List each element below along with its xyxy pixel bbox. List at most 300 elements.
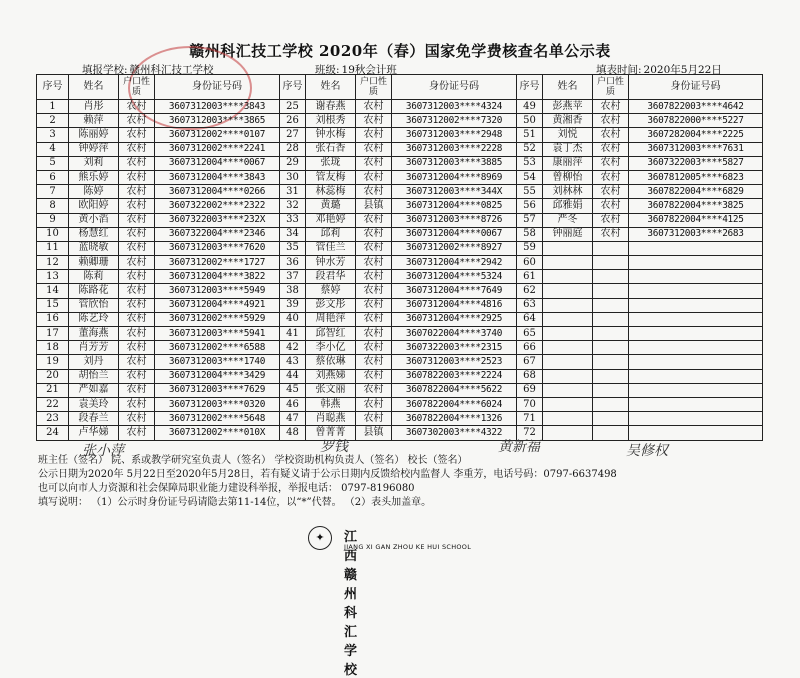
class-label: 班级: — [315, 64, 340, 76]
id-number: 3607312002****0107 — [155, 128, 280, 142]
row-index: 49 — [517, 100, 543, 114]
header-index: 序号 — [517, 75, 543, 100]
student-name: 韩燕 — [306, 397, 356, 411]
household-type: 农村 — [356, 284, 392, 298]
id-number: 3607312004****2942 — [392, 256, 517, 270]
row-index: 51 — [517, 128, 543, 142]
header-household-type: 户口性质 — [356, 75, 392, 100]
row-index: 5 — [37, 156, 69, 170]
household-type: 县镇 — [356, 199, 392, 213]
student-name: 管佳兰 — [306, 241, 356, 255]
row-index: 69 — [517, 383, 543, 397]
row-index: 58 — [517, 227, 543, 241]
id-number: 3607322003****2315 — [392, 341, 517, 355]
table-row — [37, 383, 763, 397]
row-index: 26 — [280, 114, 306, 128]
student-name: 康丽萍 — [543, 156, 593, 170]
table-row — [37, 256, 763, 270]
student-name: 熊乐婷 — [69, 170, 119, 184]
table-row — [37, 100, 763, 114]
row-index: 61 — [517, 270, 543, 284]
id-number: 3607312003****3885 — [392, 156, 517, 170]
student-name: 刘林林 — [543, 185, 593, 199]
id-number: 3607312003****5949 — [155, 284, 280, 298]
row-index: 57 — [517, 213, 543, 227]
student-name — [543, 397, 593, 411]
table-row — [37, 327, 763, 341]
row-index: 2 — [37, 114, 69, 128]
row-index: 72 — [517, 426, 543, 440]
id-number: 3607312003****2523 — [392, 355, 517, 369]
table-row — [37, 355, 763, 369]
row-index: 60 — [517, 256, 543, 270]
household-type: 农村 — [119, 312, 155, 326]
household-type: 农村 — [119, 284, 155, 298]
id-number — [629, 412, 763, 426]
household-type: 县镇 — [356, 426, 392, 440]
household-type: 农村 — [593, 227, 629, 241]
household-type: 农村 — [356, 128, 392, 142]
row-index: 50 — [517, 114, 543, 128]
student-name: 黄湘香 — [543, 114, 593, 128]
header-name: 姓名 — [306, 75, 356, 100]
id-number: 3607302003****4322 — [392, 426, 517, 440]
household-type: 农村 — [119, 213, 155, 227]
row-index: 6 — [37, 170, 69, 184]
student-name: 肖芳芳 — [69, 341, 119, 355]
id-number: 3607312002****7320 — [392, 114, 517, 128]
table-row — [37, 213, 763, 227]
household-type: 农村 — [356, 100, 392, 114]
household-type: 农村 — [119, 369, 155, 383]
household-type: 农村 — [119, 227, 155, 241]
signature-line: 班主任（签名） 院、系或教学研究室负责人（签名） 学校资助机构负责人（签名） 校长（签名） — [38, 455, 468, 466]
household-type — [593, 327, 629, 341]
row-index: 19 — [37, 355, 69, 369]
table-row — [37, 142, 763, 156]
student-name — [543, 241, 593, 255]
id-number: 3607312004****0067 — [155, 156, 280, 170]
row-index: 15 — [37, 298, 69, 312]
row-index: 54 — [517, 170, 543, 184]
table-row — [37, 199, 763, 213]
row-index: 17 — [37, 327, 69, 341]
student-name: 邱莉 — [306, 227, 356, 241]
id-number: 3607312004****3429 — [155, 369, 280, 383]
household-type: 农村 — [593, 114, 629, 128]
row-index: 4 — [37, 142, 69, 156]
id-number: 3607312004****0067 — [392, 227, 517, 241]
row-index: 8 — [37, 199, 69, 213]
id-number — [629, 355, 763, 369]
household-type: 农村 — [119, 298, 155, 312]
id-number: 3607822004****4125 — [629, 213, 763, 227]
row-index: 25 — [280, 100, 306, 114]
household-type — [593, 270, 629, 284]
table-row — [37, 341, 763, 355]
household-type — [593, 412, 629, 426]
student-name: 管欣怡 — [69, 298, 119, 312]
id-number: 3607312004****0266 — [155, 185, 280, 199]
row-index: 62 — [517, 284, 543, 298]
row-index: 66 — [517, 341, 543, 355]
id-number: 3607822003****2224 — [392, 369, 517, 383]
row-index: 1 — [37, 100, 69, 114]
student-name: 钟水芳 — [306, 256, 356, 270]
student-name: 邱智红 — [306, 327, 356, 341]
student-name: 刘根秀 — [306, 114, 356, 128]
id-number: 3607312003****8726 — [392, 213, 517, 227]
student-name: 彭文彤 — [306, 298, 356, 312]
row-index: 12 — [37, 256, 69, 270]
student-name: 刘莉 — [69, 156, 119, 170]
id-number: 3607822000****5227 — [629, 114, 763, 128]
household-type — [593, 284, 629, 298]
household-type: 农村 — [119, 412, 155, 426]
household-type: 农村 — [119, 142, 155, 156]
header-household-type: 户口性质 — [119, 75, 155, 100]
id-number: 3607312002****6588 — [155, 341, 280, 355]
student-name — [543, 327, 593, 341]
student-name: 周艳萍 — [306, 312, 356, 326]
household-type — [593, 383, 629, 397]
row-index: 55 — [517, 185, 543, 199]
student-name: 卢华娣 — [69, 426, 119, 440]
table-row — [37, 270, 763, 284]
household-type: 农村 — [119, 241, 155, 255]
id-number: 3607822004****3825 — [629, 199, 763, 213]
household-type: 农村 — [593, 100, 629, 114]
student-name: 钟丽庭 — [543, 227, 593, 241]
row-index: 20 — [37, 369, 69, 383]
student-name: 董海燕 — [69, 327, 119, 341]
household-type: 农村 — [593, 170, 629, 184]
student-name: 邱雅娟 — [543, 199, 593, 213]
student-name — [543, 369, 593, 383]
student-name: 严如嘉 — [69, 383, 119, 397]
household-type: 农村 — [593, 142, 629, 156]
row-index: 70 — [517, 397, 543, 411]
logo-chinese-name: 江西赣州科汇学校 — [344, 530, 361, 678]
student-name: 严冬 — [543, 213, 593, 227]
id-number: 3607822003****4642 — [629, 100, 763, 114]
student-name: 陈艺玲 — [69, 312, 119, 326]
row-index: 65 — [517, 327, 543, 341]
id-number: 3607022004****3740 — [392, 327, 517, 341]
id-number — [629, 241, 763, 255]
school-emblem-icon: ✦ — [308, 526, 332, 550]
id-number: 3607312002****1727 — [155, 256, 280, 270]
header-id-number: 身份证号码 — [392, 75, 517, 100]
row-index: 18 — [37, 341, 69, 355]
id-number — [629, 341, 763, 355]
row-index: 32 — [280, 199, 306, 213]
id-number: 3607822004****5622 — [392, 383, 517, 397]
student-name: 蔡婷 — [306, 284, 356, 298]
student-name: 赖萍 — [69, 114, 119, 128]
signature-head-teacher: 张小萍 — [82, 443, 124, 459]
id-number: 3607322003****232X — [155, 213, 280, 227]
id-number: 3607312003****2228 — [392, 142, 517, 156]
household-type: 农村 — [119, 156, 155, 170]
table-row — [37, 369, 763, 383]
household-type: 农村 — [356, 256, 392, 270]
household-type: 农村 — [119, 114, 155, 128]
household-type — [593, 256, 629, 270]
id-number: 3607312003****5941 — [155, 327, 280, 341]
household-type: 农村 — [356, 312, 392, 326]
student-name: 胡怡兰 — [69, 369, 119, 383]
household-type: 农村 — [119, 199, 155, 213]
row-index: 37 — [280, 270, 306, 284]
student-name: 赖卿珊 — [69, 256, 119, 270]
id-number: 3607822004****6829 — [629, 185, 763, 199]
household-type: 农村 — [593, 213, 629, 227]
row-index: 41 — [280, 327, 306, 341]
row-index: 63 — [517, 298, 543, 312]
id-number: 3607322004****2346 — [155, 227, 280, 241]
row-index: 13 — [37, 270, 69, 284]
student-name: 杨慧红 — [69, 227, 119, 241]
household-type: 农村 — [593, 199, 629, 213]
student-name — [543, 383, 593, 397]
header-id-number: 身份证号码 — [155, 75, 280, 100]
row-index: 3 — [37, 128, 69, 142]
table-row — [37, 227, 763, 241]
id-number: 3607312002****2241 — [155, 142, 280, 156]
household-type: 农村 — [356, 227, 392, 241]
student-name: 钟婷萍 — [69, 142, 119, 156]
row-index: 23 — [37, 412, 69, 426]
household-type: 农村 — [356, 355, 392, 369]
id-number: 3607312004****7649 — [392, 284, 517, 298]
id-number: 3607312004****8969 — [392, 170, 517, 184]
id-number: 3607312004****3822 — [155, 270, 280, 284]
row-index: 34 — [280, 227, 306, 241]
id-number: 3607312003****3843 — [155, 100, 280, 114]
student-name: 陈婷 — [69, 185, 119, 199]
row-index: 64 — [517, 312, 543, 326]
student-name: 曾柳怡 — [543, 170, 593, 184]
header-household-type: 户口性质 — [593, 75, 629, 100]
student-name: 肖彤 — [69, 100, 119, 114]
household-type — [593, 298, 629, 312]
row-index: 53 — [517, 156, 543, 170]
id-number — [629, 426, 763, 440]
row-index: 38 — [280, 284, 306, 298]
id-number: 3607312003****4324 — [392, 100, 517, 114]
id-number: 3607312003****2683 — [629, 227, 763, 241]
id-number — [629, 369, 763, 383]
student-name: 刘燕娣 — [306, 369, 356, 383]
household-type — [593, 369, 629, 383]
id-number: 3607312004****2925 — [392, 312, 517, 326]
signature-principal: 吴修权 — [626, 443, 668, 459]
id-number: 3607312004****4921 — [155, 298, 280, 312]
class-value: 19秋会计班 — [341, 64, 397, 76]
row-index: 11 — [37, 241, 69, 255]
student-name: 管友梅 — [306, 170, 356, 184]
table-row — [37, 284, 763, 298]
row-index: 29 — [280, 156, 306, 170]
household-type — [593, 312, 629, 326]
id-number: 3607312002****010X — [155, 426, 280, 440]
table-row — [37, 128, 763, 142]
row-index: 67 — [517, 355, 543, 369]
header-name: 姓名 — [543, 75, 593, 100]
household-type: 农村 — [119, 185, 155, 199]
household-type: 农村 — [119, 256, 155, 270]
row-index: 45 — [280, 383, 306, 397]
household-type: 农村 — [119, 355, 155, 369]
student-name: 陈丽婷 — [69, 128, 119, 142]
household-type: 农村 — [593, 128, 629, 142]
household-type — [593, 426, 629, 440]
household-type — [593, 341, 629, 355]
student-name: 欧阳婷 — [69, 199, 119, 213]
date-value: 2020年5月22日 — [643, 64, 722, 76]
id-number: 3607312003****7620 — [155, 241, 280, 255]
id-number: 3607812005****6823 — [629, 170, 763, 184]
row-index: 48 — [280, 426, 306, 440]
id-number — [629, 383, 763, 397]
student-name: 张文丽 — [306, 383, 356, 397]
student-name: 彭燕苹 — [543, 100, 593, 114]
signature-dept-head: 罗钱 — [320, 439, 348, 455]
student-name: 谢春燕 — [306, 100, 356, 114]
id-number — [629, 270, 763, 284]
row-index: 22 — [37, 397, 69, 411]
logo-english-name: JIANG XI GAN ZHOU KE HUI SCHOOL — [344, 543, 472, 551]
household-type: 农村 — [356, 156, 392, 170]
household-type: 农村 — [593, 156, 629, 170]
notice-report: 也可以向市人力资源和社会保障局职业能力建设科举报，举报电话： 0797-8196080 — [38, 483, 415, 494]
student-name — [543, 341, 593, 355]
row-index: 28 — [280, 142, 306, 156]
table-header-row — [37, 75, 763, 100]
notice-period: 公示日期为2020年 5月22日至2020年5月28日，若有疑义请于公示日期内反馈给校内监督人 李重芳，电话号码：0797-6637498 — [38, 469, 617, 480]
row-index: 21 — [37, 383, 69, 397]
roster-table — [36, 74, 763, 441]
student-name: 张珑 — [306, 156, 356, 170]
row-index: 40 — [280, 312, 306, 326]
student-name: 曾菁菁 — [306, 426, 356, 440]
household-type: 农村 — [356, 241, 392, 255]
household-type: 农村 — [356, 270, 392, 284]
student-name — [543, 312, 593, 326]
id-number: 3607312003****3865 — [155, 114, 280, 128]
row-index: 35 — [280, 241, 306, 255]
student-name: 袁美玲 — [69, 397, 119, 411]
household-type: 农村 — [119, 426, 155, 440]
id-number: 3607822004****6024 — [392, 397, 517, 411]
row-index: 36 — [280, 256, 306, 270]
household-type: 农村 — [356, 142, 392, 156]
id-number — [629, 312, 763, 326]
id-number: 3607312002****5648 — [155, 412, 280, 426]
household-type: 农村 — [356, 341, 392, 355]
id-number: 3607312004****5324 — [392, 270, 517, 284]
row-index: 71 — [517, 412, 543, 426]
id-number — [629, 397, 763, 411]
row-index: 9 — [37, 213, 69, 227]
header-name: 姓名 — [69, 75, 119, 100]
row-index: 42 — [280, 341, 306, 355]
table-row — [37, 156, 763, 170]
row-index: 14 — [37, 284, 69, 298]
id-number: 3607312003****0320 — [155, 397, 280, 411]
id-number: 3607282004****2225 — [629, 128, 763, 142]
household-type: 农村 — [356, 114, 392, 128]
household-type: 农村 — [119, 341, 155, 355]
id-number — [629, 298, 763, 312]
household-type: 农村 — [356, 327, 392, 341]
id-number: 3607312002****8927 — [392, 241, 517, 255]
document-title: 赣州科汇技工学校 2020年（春）国家免学费核查名单公示表 — [189, 42, 611, 60]
id-number: 3607312003****2948 — [392, 128, 517, 142]
table-row — [37, 412, 763, 426]
row-index: 7 — [37, 185, 69, 199]
school-value: 赣州科汇技工学校 — [129, 64, 214, 76]
student-name: 陈路花 — [69, 284, 119, 298]
household-type: 农村 — [356, 397, 392, 411]
notice-instructions: 填写说明： （1）公示时身份证号码请隐去第11-14位，以“*”代替。 （2）表头加盖章。 — [38, 497, 432, 508]
id-number: 3607322003****5827 — [629, 156, 763, 170]
school-label: 填报学校: — [82, 64, 128, 76]
header-index: 序号 — [37, 75, 69, 100]
student-name — [543, 284, 593, 298]
table-row — [37, 185, 763, 199]
student-name: 钟水梅 — [306, 128, 356, 142]
household-type — [593, 355, 629, 369]
table-body — [37, 100, 763, 441]
row-index: 30 — [280, 170, 306, 184]
row-index: 46 — [280, 397, 306, 411]
student-name: 张石香 — [306, 142, 356, 156]
header-id-number: 身份证号码 — [629, 75, 763, 100]
id-number: 3607312003****7629 — [155, 383, 280, 397]
table-row — [37, 397, 763, 411]
household-type: 农村 — [356, 185, 392, 199]
id-number: 3607322002****2322 — [155, 199, 280, 213]
id-number — [629, 256, 763, 270]
household-type: 农村 — [119, 270, 155, 284]
household-type: 农村 — [119, 100, 155, 114]
header-index: 序号 — [280, 75, 306, 100]
id-number: 3607312003****344X — [392, 185, 517, 199]
student-name: 段君华 — [306, 270, 356, 284]
household-type: 农村 — [356, 298, 392, 312]
student-name — [543, 355, 593, 369]
row-index: 16 — [37, 312, 69, 326]
household-type: 农村 — [356, 369, 392, 383]
student-name: 李小亿 — [306, 341, 356, 355]
household-type: 农村 — [119, 397, 155, 411]
row-index: 31 — [280, 185, 306, 199]
student-name: 黄小滔 — [69, 213, 119, 227]
id-number: 3607312002****5929 — [155, 312, 280, 326]
household-type: 农村 — [119, 128, 155, 142]
table-row — [37, 298, 763, 312]
student-name: 邓艳婷 — [306, 213, 356, 227]
student-name — [543, 270, 593, 284]
signature-aid-head: 黄新福 — [498, 439, 540, 455]
student-name: 刘悦 — [543, 128, 593, 142]
table-row — [37, 241, 763, 255]
row-index: 43 — [280, 355, 306, 369]
row-index: 44 — [280, 369, 306, 383]
student-name: 蓝晓敏 — [69, 241, 119, 255]
